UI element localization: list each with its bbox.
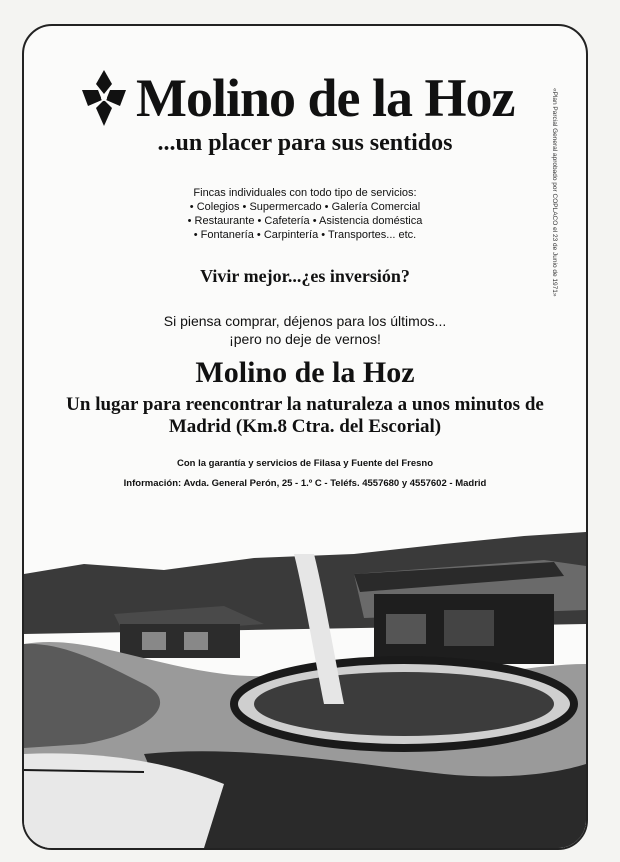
- invitation-line: Si piensa comprar, déjenos para los últimos...: [163, 313, 447, 329]
- tagline: ...un placer para sus sentidos: [157, 130, 453, 156]
- guarantee-line: Con la garantía y servicios de Filasa y Fuente del Fresno: [176, 458, 434, 469]
- headline: Molino de la Hoz: [136, 68, 515, 128]
- services-intro: Fincas individuales con todo tipo de servicios:: [193, 187, 417, 199]
- contact-information: Información: Avda. General Perón, 25 - 1.º C - Teléfs. 4557680 y 4557602 - Madrid: [123, 478, 487, 489]
- services-line: • Fontanería • Carpintería • Transportes... etc.: [193, 229, 417, 241]
- slogan: Vivir mejor...¿es inversión?: [200, 266, 410, 286]
- windmill-logo-icon: [82, 70, 126, 130]
- invitation-text: [24, 312, 586, 348]
- services-list: [24, 186, 586, 242]
- side-legal-note: «Plan Parcial General aprobado por COPLACO el 23 de Junio de 1971»: [551, 88, 558, 297]
- description-line: Madrid (Km.8 Ctra. del Escorial): [168, 416, 442, 437]
- estate-photo: [24, 514, 586, 848]
- invitation-line: ¡pero no deje de vernos!: [229, 331, 381, 347]
- brand-repeat: Molino de la Hoz: [195, 356, 415, 389]
- services-line: • Colegios • Supermercado • Galería Comercial: [189, 201, 421, 213]
- description-line: Un lugar para reencontrar la naturaleza a unos minutos de: [66, 394, 544, 415]
- location-description: [24, 394, 586, 438]
- services-line: • Restaurante • Cafetería • Asistencia doméstica: [187, 215, 423, 227]
- advertisement-frame: [22, 24, 588, 850]
